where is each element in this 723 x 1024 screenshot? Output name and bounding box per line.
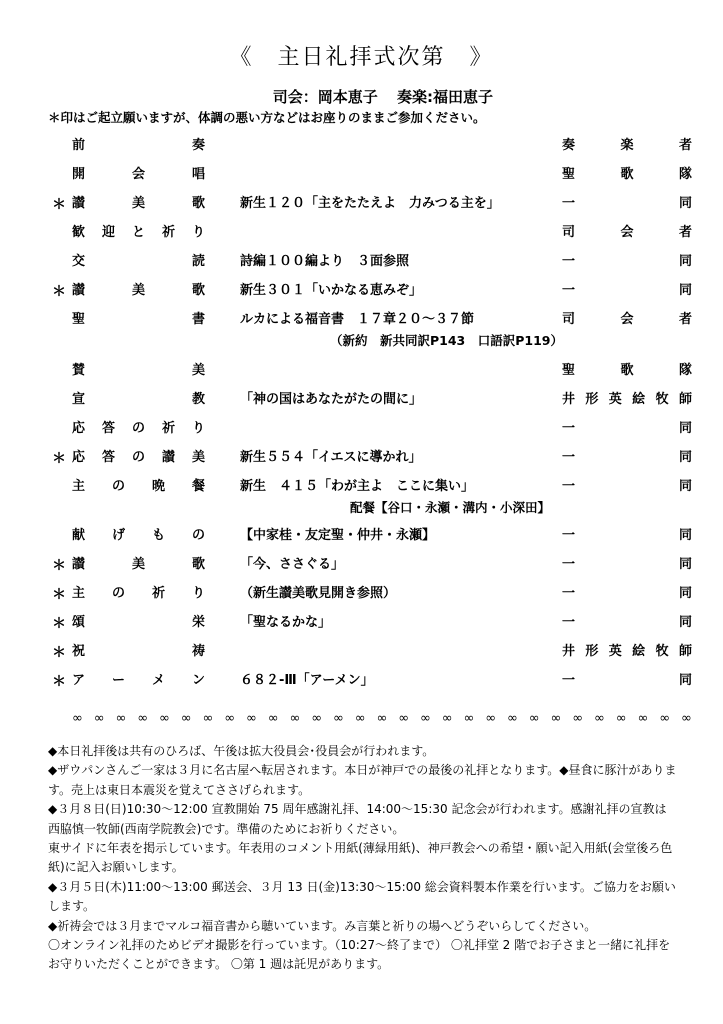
program-item-char: 歌 — [191, 196, 205, 211]
program-item-char: 餐 — [191, 479, 205, 494]
program-person-char: 一 — [562, 450, 576, 465]
program-item-char: の — [131, 421, 145, 436]
program-person-char: 者 — [678, 312, 692, 327]
program-person-char: 者 — [678, 225, 692, 240]
divider — [72, 711, 692, 726]
program-item — [72, 669, 205, 688]
program-person — [562, 163, 692, 182]
notice-paragraph: 〇オンライン礼拝のためビデオ撮影を行っています。（10:27～終了まで） 〇礼拝堂 2 階でお子さまと一緒に礼拝をお守りいただくことができます。 〇第 1 週は託児があります。 — [48, 938, 671, 972]
program-description: 「聖なるかな」 — [240, 615, 332, 630]
program-person-char: 牧 — [655, 644, 669, 659]
standing-mark: ＊ — [52, 645, 66, 661]
program-description: 配餐【谷口・永瀬・溝内・小深田】 — [350, 500, 551, 515]
program-person-char: 同 — [678, 421, 692, 436]
program-person-char: 奏 — [562, 138, 576, 153]
program-item-char: 主 — [72, 586, 86, 601]
program-person — [562, 192, 692, 211]
program-person-char: 一 — [562, 254, 576, 269]
program-person — [562, 611, 692, 630]
program-item-char: り — [191, 421, 205, 436]
program-person-char: 同 — [678, 586, 692, 601]
program-person-char: 隊 — [678, 363, 692, 378]
program-person-char: 聖 — [562, 363, 576, 378]
divider-symbol: ∞ — [528, 711, 540, 726]
program-description: 新生３０１「いかなる恵みぞ」 — [240, 283, 423, 298]
program-item — [72, 524, 205, 543]
program-item-char: の — [191, 528, 205, 543]
program-item-char: 開 — [72, 167, 86, 182]
program-row — [0, 329, 723, 351]
program-description: 新生 ４１５「わが主よ ここに集い」 — [240, 479, 475, 494]
program-row — [0, 300, 723, 329]
program-person — [562, 134, 692, 153]
program-item-char: 讃 — [72, 557, 86, 572]
program-row — [0, 574, 723, 603]
program-item-char: 祷 — [191, 644, 205, 659]
program-person-char: 師 — [678, 644, 692, 659]
program-person-char: 者 — [678, 138, 692, 153]
program-item-char: 祈 — [151, 586, 165, 601]
program-person-char: 絵 — [632, 392, 646, 407]
program-person — [562, 582, 692, 601]
program-item-char: の — [131, 450, 145, 465]
program-person-char: 井 — [562, 392, 576, 407]
notice-paragraph: ◆３月５日(木)11:00～13:00 郵送会、３月 13 日(金)13:30～15:00 総会資料製本作業を行います。ご協力をお願いします。 — [48, 879, 676, 914]
program-item-char: 教 — [191, 392, 205, 407]
program-item-char: 頌 — [72, 615, 86, 630]
program-description: （新生讃美歌見開き参照） — [240, 586, 397, 601]
program-person-char: 歌 — [620, 167, 634, 182]
divider-symbol: ∞ — [180, 711, 192, 726]
program-row — [0, 409, 723, 438]
divider-symbol: ∞ — [441, 711, 453, 726]
program-person-char: 一 — [562, 586, 576, 601]
standing-mark: ＊ — [52, 197, 66, 213]
program-item-char: の — [111, 479, 125, 494]
program-item-char: 祝 — [72, 644, 86, 659]
program-item-char: 会 — [131, 167, 145, 182]
program-item-char: 美 — [191, 450, 205, 465]
notices — [48, 742, 678, 975]
program-description: 「神の国はあなたがたの間に」 — [240, 392, 423, 407]
program-person-char: 絵 — [632, 644, 646, 659]
officiants — [259, 86, 493, 107]
program-item-char: 交 — [72, 254, 86, 269]
divider-symbol: ∞ — [420, 711, 431, 726]
program-item — [72, 417, 205, 436]
program-row — [0, 467, 723, 496]
standing-mark: ＊ — [52, 587, 66, 603]
program-item-char: 歌 — [191, 557, 205, 572]
program-item-char: 讃 — [161, 450, 175, 465]
program-person-char: 同 — [678, 196, 692, 211]
divider-symbol: ∞ — [463, 711, 475, 726]
program-item-char: 応 — [72, 450, 86, 465]
program-person — [562, 446, 692, 465]
program-row — [0, 632, 723, 661]
notice-paragraph: ◆祈祷会では３月までマルコ福音書から聴いています。み言葉と祈りの場へどうぞいらしてください。 — [48, 918, 597, 933]
program-item-char: 晩 — [151, 479, 165, 494]
program-item-char: 賛 — [72, 363, 86, 378]
program-description: 新生５５４「イエスに導かれ」 — [240, 450, 422, 465]
program-item — [72, 221, 205, 240]
program-row — [0, 516, 723, 545]
program-person — [562, 524, 692, 543]
divider-symbol: ∞ — [159, 711, 170, 726]
divider-symbol: ∞ — [246, 711, 257, 726]
divider-symbol: ∞ — [376, 711, 388, 726]
program-person-char: 形 — [585, 392, 599, 407]
program-item-char: の — [111, 586, 125, 601]
program-item-char: 答 — [101, 421, 115, 436]
program-item — [72, 446, 205, 465]
program-row — [0, 545, 723, 574]
program-person-char: 同 — [678, 528, 692, 543]
program-person-char: 一 — [562, 421, 576, 436]
program-person-char: 歌 — [620, 363, 634, 378]
program-item — [72, 582, 205, 601]
program-item-char: 唱 — [191, 167, 205, 182]
program-item — [72, 192, 205, 211]
program-item-char: 祈 — [161, 225, 175, 240]
program-item-char: 答 — [101, 450, 115, 465]
divider-symbol: ∞ — [507, 711, 518, 726]
program-person-char: 一 — [562, 528, 576, 543]
divider-symbol: ∞ — [289, 711, 301, 726]
program-item-char: 前 — [72, 138, 86, 153]
program-description: 新生１２０「主をたたえよ 力みつる主を」 — [240, 196, 500, 211]
program-person-char: 同 — [678, 254, 692, 269]
program-person — [562, 553, 692, 572]
standing-mark: ＊ — [52, 284, 66, 300]
program-item-char: 献 — [72, 528, 86, 543]
program-item-char: 讃 — [72, 283, 86, 298]
program-person-char: 英 — [608, 392, 622, 407]
program-item-char: 主 — [72, 479, 86, 494]
program-item-char: り — [191, 586, 205, 601]
program-person-char: 聖 — [562, 167, 576, 182]
program-row — [0, 155, 723, 184]
program-row — [0, 271, 723, 300]
program-item — [72, 475, 205, 494]
program-item — [72, 553, 205, 572]
program-person-char: 一 — [562, 557, 576, 572]
program-description: 【中家桂・友定聖・仲井・永瀬】 — [240, 528, 436, 543]
program-person-char: 同 — [678, 450, 692, 465]
divider-symbol: ∞ — [93, 711, 105, 726]
program-item-char: 美 — [131, 196, 145, 211]
program-person-char: 同 — [678, 615, 692, 630]
program-item — [72, 611, 205, 630]
program-person-char: 一 — [562, 479, 576, 494]
music-player: 奏楽:福田恵子 — [397, 88, 493, 106]
program-item-char: 美 — [131, 557, 145, 572]
presider: 司会：岡本恵子 — [272, 88, 378, 106]
standing-note: ＊印はご起立願いますが、体調の悪い方などはお座りのままご参加ください。 — [48, 110, 486, 125]
program-person-char: 英 — [608, 644, 622, 659]
program-item — [72, 388, 205, 407]
program-person — [562, 308, 692, 327]
program-item-char: 美 — [191, 363, 205, 378]
program-description: 詩編１００編より ３面参照 — [240, 254, 410, 269]
program-description: ルカによる福音書 １７章２０～３７節 — [240, 312, 475, 327]
program-description: （新約 新共同訳P143 口語訳P119） — [330, 333, 564, 348]
program-row — [0, 380, 723, 409]
program-person-char: 司 — [562, 225, 576, 240]
program-row — [0, 496, 723, 516]
program-item-char: 宣 — [72, 392, 86, 407]
program-description: ６８２-Ⅲ「アーメン」 — [240, 673, 374, 688]
program-row — [0, 184, 723, 213]
program-row — [0, 438, 723, 467]
program-item — [72, 163, 205, 182]
program-person-char: 同 — [678, 557, 692, 572]
divider-symbol: ∞ — [354, 711, 366, 726]
program-row — [0, 351, 723, 380]
divider-symbol: ∞ — [637, 711, 649, 726]
program-person-char: 一 — [562, 196, 576, 211]
program-person — [562, 417, 692, 436]
divider-symbol: ∞ — [398, 711, 410, 726]
standing-mark: ＊ — [52, 616, 66, 632]
program-person — [562, 279, 692, 298]
program-item-char: ア — [72, 673, 86, 688]
program-item-char: と — [131, 225, 145, 240]
program-row — [0, 661, 723, 690]
program-person-char: 形 — [585, 644, 599, 659]
program-item-char: 歌 — [191, 283, 205, 298]
program-row — [0, 242, 723, 271]
divider-symbol: ∞ — [659, 711, 671, 726]
program-item-char: ー — [111, 673, 125, 688]
divider-symbol: ∞ — [485, 711, 497, 726]
divider-symbol: ∞ — [594, 711, 605, 726]
page-title: 《 主日礼拝式次第 》 — [229, 45, 494, 70]
program-person — [562, 221, 692, 240]
program-row — [0, 603, 723, 632]
program-item-char: 祈 — [161, 421, 175, 436]
program-person-char: 同 — [678, 673, 692, 688]
notice-paragraph: ◆本日礼拝後は共有のひろば、午後は拡大役員会･役員会が行われます。 — [48, 744, 435, 758]
program-person-char: 同 — [678, 283, 692, 298]
divider-symbol: ∞ — [137, 711, 149, 726]
divider-symbol: ∞ — [333, 711, 344, 726]
program-person-char: 同 — [678, 479, 692, 494]
program-person-char: 楽 — [620, 138, 634, 153]
program-row — [0, 126, 723, 155]
standing-mark: ＊ — [52, 451, 66, 467]
program-person — [562, 250, 692, 269]
program-item — [72, 134, 205, 153]
program-person-char: 井 — [562, 644, 576, 659]
program-person-char: 師 — [678, 392, 692, 407]
program-item-char: ン — [191, 673, 205, 688]
program-item-char: メ — [151, 673, 165, 688]
notice-paragraph: 東サイドに年表を掲示しています。年表用のコメント用紙(薄緑用紙)、神戸教会への希望・願い記入用紙(会堂後ろ色紙)に記入お願いします。 — [48, 841, 673, 875]
divider-symbol: ∞ — [550, 711, 562, 726]
divider-symbol: ∞ — [615, 711, 627, 726]
program-item-char: 讃 — [72, 196, 86, 211]
program-person-char: 司 — [562, 312, 576, 327]
divider-symbol: ∞ — [202, 711, 214, 726]
program-item — [72, 279, 205, 298]
notice-paragraph: ◆３月８日(日)10:30～12:00 宣教開始 75 周年感謝礼拝、14:00～15:30 記念会が行われます。感謝礼拝の宣教は西脇慎一牧師(西南学院教会)です。準備のためにお祈りください。 — [48, 802, 667, 836]
notice-paragraph: ◆ザウパンさんご一家は３月に名古屋へ転居されます。本日が神戸での最後の礼拝となります。◆昼食に豚汁があります。売上は東日本震災を覚えてささげられます。 — [48, 763, 677, 797]
program-item-char: 歓 — [72, 225, 86, 240]
program-person-char: 会 — [620, 225, 634, 240]
divider-symbol: ∞ — [72, 711, 83, 726]
program-person — [562, 475, 692, 494]
program-item-char: 奏 — [191, 138, 205, 153]
program-item-char: 美 — [131, 283, 145, 298]
program-item-char: 応 — [72, 421, 86, 436]
program-person — [562, 669, 692, 688]
program-item-char: 書 — [191, 312, 205, 327]
worship-program — [0, 126, 723, 690]
program-person — [562, 359, 692, 378]
divider-symbol: ∞ — [115, 711, 127, 726]
program-item — [72, 640, 205, 659]
program-item-char: も — [151, 528, 165, 543]
program-person-char: 隊 — [678, 167, 692, 182]
program-row — [0, 213, 723, 242]
program-person-char: 一 — [562, 673, 576, 688]
program-person-char: 牧 — [655, 392, 669, 407]
program-item-char: げ — [111, 528, 125, 543]
divider-symbol: ∞ — [267, 711, 279, 726]
program-person — [562, 640, 692, 659]
program-description: 「今、ささぐる」 — [240, 557, 345, 572]
divider-symbol: ∞ — [311, 711, 323, 726]
divider-symbol: ∞ — [224, 711, 236, 726]
program-item-char: 栄 — [191, 615, 205, 630]
program-item-char: り — [191, 225, 205, 240]
program-item-char: 読 — [191, 254, 205, 269]
program-item — [72, 308, 205, 327]
program-item-char: 迎 — [101, 225, 115, 240]
program-person — [562, 388, 692, 407]
program-person-char: 一 — [562, 283, 576, 298]
divider-symbol: ∞ — [681, 711, 692, 726]
divider-symbol: ∞ — [572, 711, 584, 726]
standing-mark: ＊ — [52, 558, 66, 574]
program-item — [72, 359, 205, 378]
program-person-char: 会 — [620, 312, 634, 327]
program-item-char: 聖 — [72, 312, 86, 327]
program-person-char: 一 — [562, 615, 576, 630]
program-item — [72, 250, 205, 269]
standing-mark: ＊ — [52, 674, 66, 690]
